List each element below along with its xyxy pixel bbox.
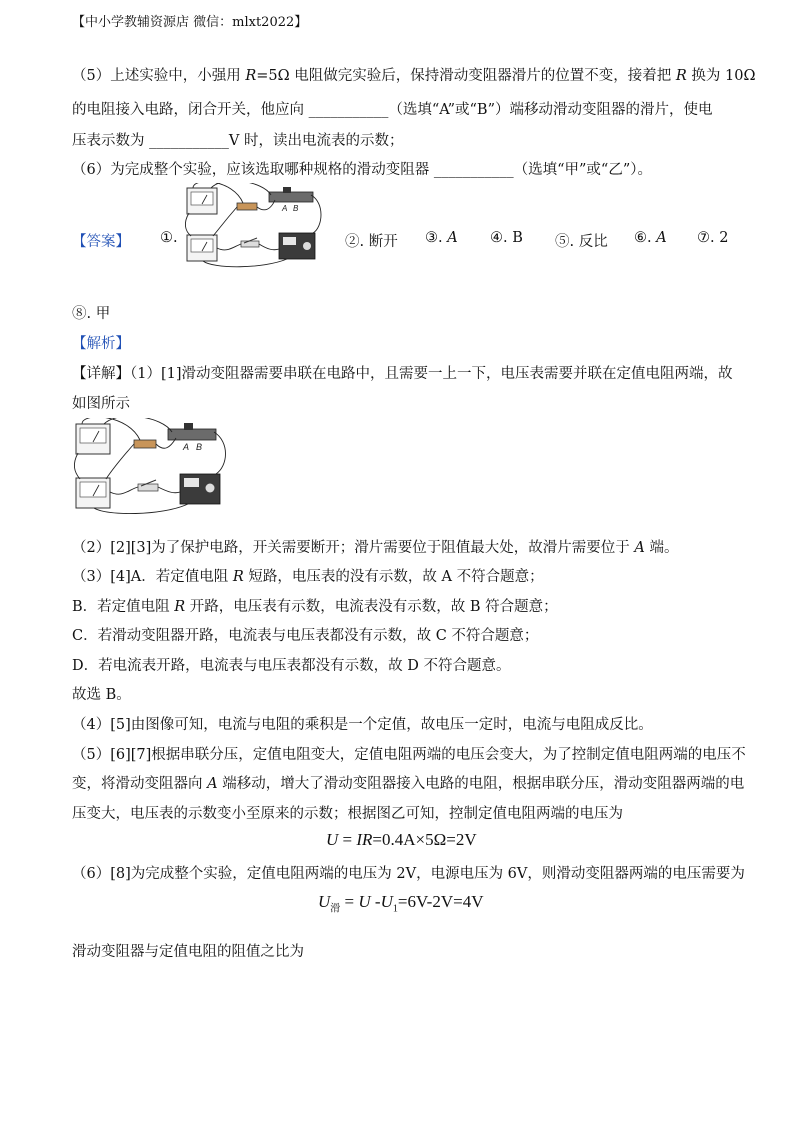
detail-paragraph-6: （6）[8]为完成整个实验，定值电阻两端的电压为 2V，电源电压为 6V，则滑动变阻器两端的电压需要为 (72, 866, 745, 882)
detail-paragraph-1b: 如图所示 (72, 396, 130, 412)
pb-text-c: 开路，电压表有示数，电流表没有示数，故 B 符合题意； (185, 599, 558, 615)
detail-option-c: C．若滑动变阻器开路，电流表与电压表都没有示数，故 C 不符合题意； (72, 628, 539, 644)
power-supply-icon (279, 233, 315, 259)
voltmeter-icon (187, 188, 217, 214)
answer-7: ⑦. 2 (697, 230, 729, 246)
answer-6-number: ⑥. (634, 230, 657, 246)
question-5-line-2: 的电阻接入电路，闭合开关，他应向 ___________（选填“A”或“B”）端移动滑动变阻器的滑片，使电 (72, 102, 713, 118)
formula-1 (326, 830, 477, 850)
p3-text-c: 短路，电压表的没有示数，故 A 不符合题意； (243, 569, 544, 585)
f1-eq: = (338, 830, 357, 849)
p2-var-a: A (634, 540, 645, 556)
p2-text-a: （2）[2][3]为了保护电路，开关需要断开；滑片需要位于阻值最大处，故滑片需要位于 (72, 540, 635, 556)
rheostat-label-a: A (183, 442, 190, 452)
detail-paragraph-7: 滑动变阻器与定值电阻的阻值之比为 (72, 944, 304, 960)
switch-icon (138, 480, 158, 491)
p3-var-r: R (232, 569, 244, 585)
p2-text-c: 端。 (644, 540, 679, 556)
answer-1: ①. (160, 230, 178, 246)
detail-paragraph-5c: 压变大，电压表的示数变小至原来的示数；根据图乙可知，控制定值电阻两端的电压为 (72, 806, 623, 822)
answer-3-value: A (447, 230, 458, 246)
detail-paragraph-3 (72, 565, 544, 586)
p5b-text-1: 变，将滑动变阻器向 (72, 776, 208, 792)
circuit-diagram-small (183, 183, 333, 268)
question-5-line-3: 压表示数为 ___________V 时，读出电流表的示数； (72, 133, 404, 149)
ammeter-icon (76, 478, 110, 508)
p5b-var-a: A (207, 776, 218, 792)
rheostat-label-b: B (293, 204, 299, 213)
f2-u: U (318, 892, 331, 911)
answer-tag: 【答案】 (72, 234, 130, 250)
p3-text-a: （3）[4]A．若定值电阻 (72, 569, 233, 585)
answer-4: ④. B (490, 230, 523, 246)
rheostat-label-a: A (282, 204, 288, 213)
detail-tag: 【详解】 (72, 366, 130, 382)
f2-sub-hua: 滑 (330, 903, 341, 915)
f2-u2: U (358, 892, 371, 911)
q5-text-e: 换为 10Ω (686, 68, 756, 84)
q5-text-a: （5）上述实验中，小强用 (72, 68, 246, 84)
page-header: 【中小学教辅资源店 微信：mlxt2022】 (72, 15, 308, 30)
p5b-text-3: 端移动，增大了滑动变阻器接入电路的电阻，根据串联分压，滑动变阻器两端的电 (217, 776, 745, 792)
q5-var-r2: R (675, 68, 687, 84)
f2-sub-1: 1 (392, 903, 398, 915)
f1-rest: =0.4A×5Ω=2V (372, 830, 477, 849)
detail-p1-text: （1）[1]滑动变阻器需要串联在电路中，且需要一上一下，电压表需要并联在定值电阻两端，故 (130, 366, 733, 382)
detail-paragraph-1 (72, 362, 733, 383)
detail-choose: 故选 B。 (72, 687, 131, 703)
answer-2: ②. 断开 (345, 234, 398, 250)
f1-ir: IR (356, 830, 373, 849)
answer-5: ⑤. 反比 (555, 234, 608, 250)
ammeter-icon (187, 235, 217, 261)
answer-3 (425, 230, 458, 246)
rheostat-label-b: B (196, 442, 203, 452)
pb-text-a: B．若定值电阻 (72, 599, 175, 615)
circuit-diagram-large (72, 418, 232, 514)
f2-eq: = (340, 892, 359, 911)
f2-u3: U (380, 892, 393, 911)
detail-option-b (72, 595, 558, 616)
voltmeter-icon (76, 424, 110, 454)
detail-paragraph-5b (72, 772, 744, 793)
rheostat-icon (168, 423, 216, 452)
q5-text-c: =5Ω 电阻做完实验后，保持滑动变阻器滑片的位置不变，接着把 (256, 68, 676, 84)
answer-6 (634, 230, 667, 246)
detail-paragraph-2 (72, 536, 679, 557)
power-supply-icon (180, 474, 220, 504)
resistor-icon (134, 440, 156, 448)
formula-2 (318, 892, 483, 914)
answer-3-number: ③. (425, 230, 448, 246)
q5-var-r: R (245, 68, 257, 84)
resistor-icon (237, 203, 257, 210)
detail-paragraph-5a: （5）[6][7]根据串联分压，定值电阻变大，定值电阻两端的电压会变大，为了控制定值电阻两端的电压不 (72, 747, 746, 763)
question-6: （6）为完成整个实验，应该选取哪种规格的滑动变阻器 ___________（选填“甲”或“乙”）。 (72, 162, 652, 178)
f1-u: U (326, 830, 339, 849)
rheostat-icon (269, 187, 313, 213)
f2-rest: =6V-2V=4V (397, 892, 484, 911)
f2-minus: - (370, 892, 381, 911)
switch-icon (241, 238, 259, 247)
pb-var-r: R (174, 599, 186, 615)
detail-option-d: D．若电流表开路，电流表与电压表都没有示数，故 D 不符合题意。 (72, 658, 511, 674)
analysis-tag: 【解析】 (72, 336, 130, 352)
detail-paragraph-4: （4）[5]由图像可知，电流与电阻的乘积是一个定值，故电压一定时，电流与电阻成反比。 (72, 717, 653, 733)
answer-8: ⑧. 甲 (72, 306, 111, 322)
question-5-line-1 (72, 64, 756, 85)
answer-6-value: A (656, 230, 667, 246)
